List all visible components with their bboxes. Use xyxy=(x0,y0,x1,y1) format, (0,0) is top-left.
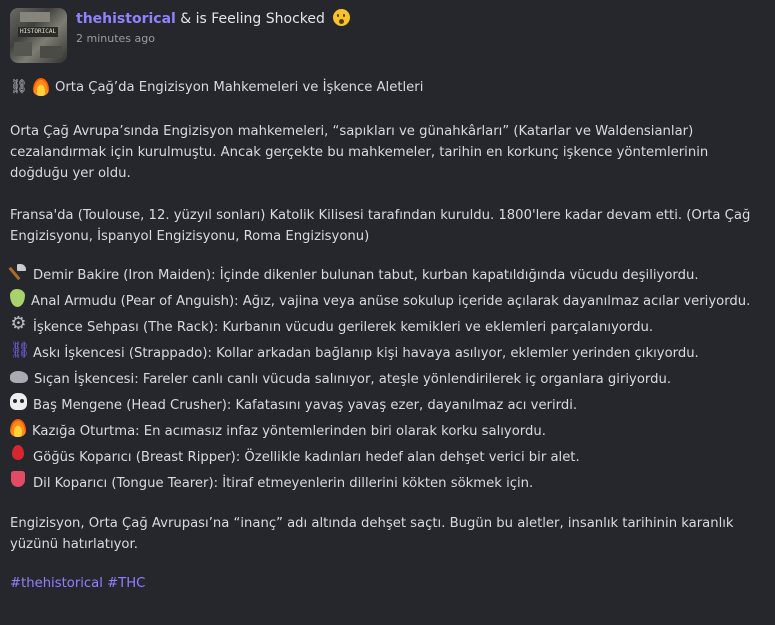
post-header xyxy=(10,8,760,63)
list-item xyxy=(10,367,768,393)
list-item xyxy=(10,393,768,419)
avatar-image-detail xyxy=(20,12,50,22)
username-link[interactable]: thehistorical xyxy=(76,11,176,27)
axe-icon xyxy=(10,263,27,280)
post-timestamp[interactable]: 2 minutes ago xyxy=(76,32,155,45)
list-item-text: Demir Bakire (Iron Maiden): İçinde dikenler bulunan tabut, kurban kapatıldığında vücudu deşiliyordu. xyxy=(33,268,699,283)
avatar[interactable] xyxy=(10,8,67,63)
list-item-text: Baş Mengene (Head Crusher): Kafatasını yavaş yavaş ezer, dayanılmaz acı verirdi. xyxy=(33,398,578,413)
post-body xyxy=(10,74,768,594)
post-author-line xyxy=(76,9,350,28)
list-item-text: Kazığa Oturtma: En acımasız infaz yöntemlerinden biri olarak korku salıyordu. xyxy=(32,424,546,439)
list-item xyxy=(10,315,768,341)
post-paragraph: Orta Çağ Avrupa’sında Engizisyon mahkemeleri, “sapıkları ve günahkârları” (Katarlar ve Waldensianlar) cezalandırmak için kurulmuştu. Ancak gerçekte bu mahkemeler, tarihin en korkunç işkence yöntemlerinin doğduğu yer oldu. xyxy=(10,124,709,181)
hashtag-links[interactable]: #thehistorical #THC xyxy=(10,576,146,591)
list-item xyxy=(10,445,768,471)
skull-icon xyxy=(10,393,27,410)
list-item xyxy=(10,341,768,367)
shocked-face-icon xyxy=(333,9,350,26)
list-item xyxy=(10,471,768,497)
gear-icon: ⚙ xyxy=(10,313,27,334)
list-item-text: İşkence Sehpası (The Rack): Kurbanın vücudu gerilerek kemikleri ve eklemleri parçalanıyordu. xyxy=(33,320,654,335)
feeling-text: & is Feeling Shocked xyxy=(180,11,325,27)
fire-icon xyxy=(33,78,49,96)
list-item xyxy=(10,419,768,445)
post-paragraph: Engizisyon, Orta Çağ Avrupası’na “inanç” adı altında dehşet saçtı. Bugün bu aletler, insanlık tarihinin karanlık yüzünü hatırlatıyor. xyxy=(10,516,734,552)
list-item-text: Askı İşkencesi (Strappado): Kollar arkadan bağlanıp kişi havaya asılıyor, eklemler yerinden çıkıyordu. xyxy=(33,346,699,361)
chains-icon: ⛓ xyxy=(10,78,28,95)
list-item-text: Göğüs Koparıcı (Breast Ripper): Özellikle kadınları hedef alan dehşet verici bir alet. xyxy=(33,450,580,465)
list-item xyxy=(10,263,768,289)
post-title: Orta Çağ’da Engizisyon Mahkemeleri ve İşkence Aletleri xyxy=(55,79,424,95)
post-paragraph: Fransa'da (Toulouse, 12. yüzyıl sonları) Katolik Kilisesi tarafından kuruldu. 1800'lere kadar devam etti. (Orta Çağ Engizisyonu, İspanyol Engizisyonu, Roma Engizisyonu) xyxy=(10,208,751,244)
fire-icon xyxy=(10,419,26,437)
list-item-text: Anal Armudu (Pear of Anguish): Ağız, vajina veya anüse sokulup içeride açılarak dayanılmaz acılar veriyordu. xyxy=(31,294,751,309)
blood-drop-icon xyxy=(12,445,24,460)
avatar-image-detail xyxy=(40,46,62,58)
list-item xyxy=(10,289,768,315)
list-item-text: Sıçan İşkencesi: Fareler canlı canlı vücuda salınıyor, ateşle yönlendirilerek iç organlara giriyordu. xyxy=(34,372,672,387)
avatar-image-detail xyxy=(14,42,32,56)
list-item-text: Dil Koparıcı (Tongue Tearer): İtiraf etmeyenlerin dillerini kökten sökmek için. xyxy=(33,476,534,491)
post-title-row xyxy=(10,74,768,100)
chain-link-icon: ⛓ xyxy=(10,340,31,359)
pear-icon xyxy=(10,289,25,307)
tongue-icon xyxy=(11,471,25,487)
rat-icon xyxy=(10,371,28,383)
avatar-banner-text: HISTORICAL xyxy=(19,28,57,35)
